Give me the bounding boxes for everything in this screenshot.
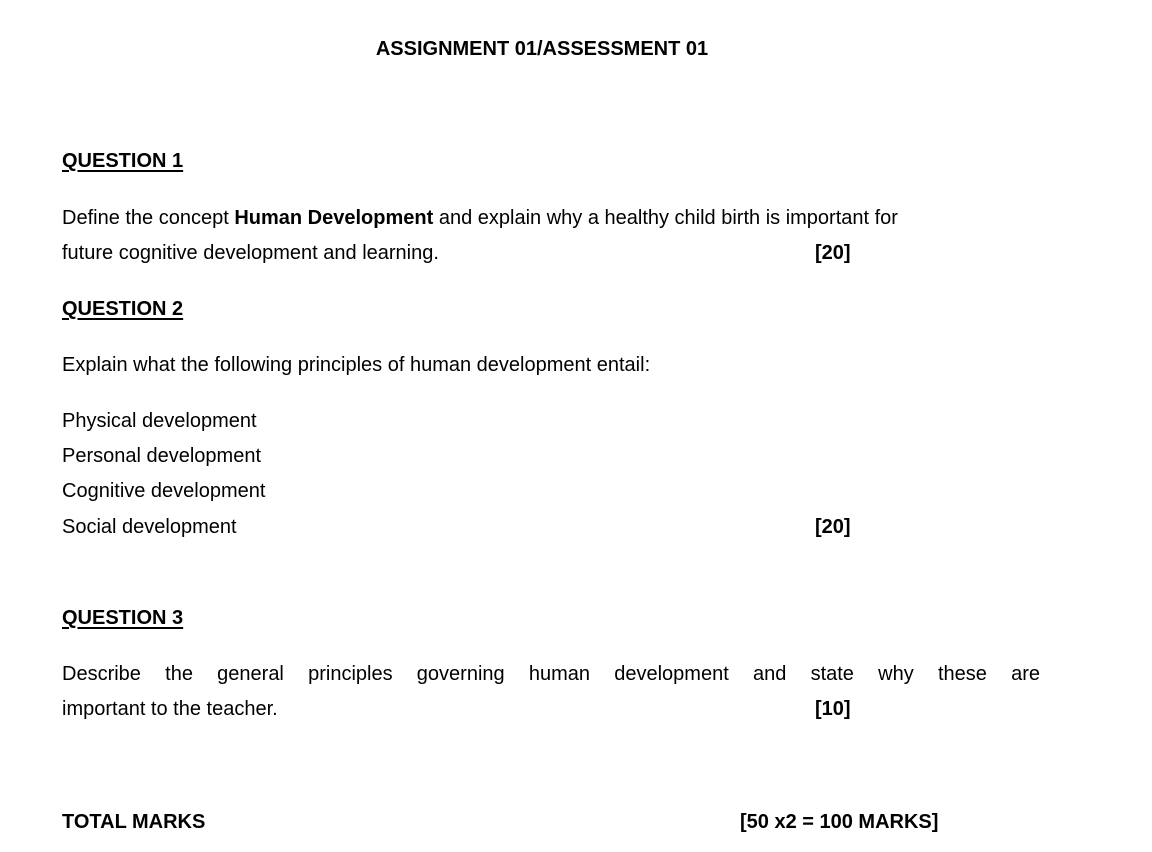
- question-2-intro: Explain what the following principles of human development entail:: [62, 354, 651, 376]
- question-1-bold-term: Human Development: [234, 207, 434, 229]
- question-1-text-after: and explain why a healthy child birth is important for: [433, 207, 898, 229]
- question-1-line-2: future cognitive development and learning.: [62, 242, 439, 264]
- question-3-line-2: important to the teacher.: [62, 698, 278, 720]
- question-2-heading: QUESTION 2: [62, 298, 184, 320]
- question-2-item-cognitive: Cognitive development: [62, 480, 266, 502]
- question-1-heading: QUESTION 1: [62, 150, 184, 172]
- question-1-line-1: [62, 201, 898, 236]
- question-1-marks: [20]: [815, 242, 851, 264]
- document-title: ASSIGNMENT 01/ASSESSMENT 01: [375, 38, 709, 60]
- question-3-marks: [10]: [815, 698, 851, 720]
- question-3-line-1: Describe the general principles governing human development and state why these are: [62, 663, 1040, 685]
- question-3-heading: QUESTION 3: [62, 607, 184, 629]
- total-marks-label: TOTAL MARKS: [62, 811, 206, 833]
- question-2-item-physical: Physical development: [62, 410, 257, 432]
- question-2-item-personal: Personal development: [62, 445, 262, 467]
- question-2-item-social: Social development: [62, 516, 237, 538]
- total-marks-value: [50 x2 = 100 MARKS]: [740, 811, 939, 833]
- question-1-text-before: Define the concept: [62, 207, 235, 229]
- question-2-marks: [20]: [815, 516, 851, 538]
